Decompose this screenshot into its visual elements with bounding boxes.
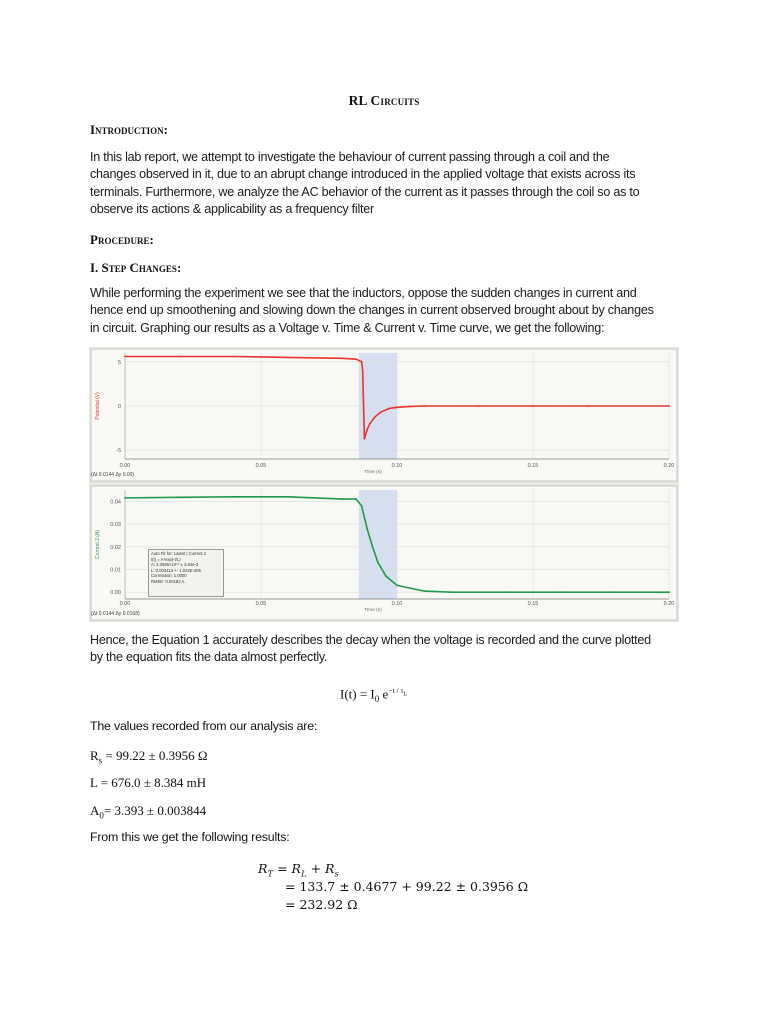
y-tick-label: -5 (116, 448, 121, 455)
data-point (505, 591, 507, 593)
a0-value: $A_0= 3.393 \pm 0.003844$ (90, 803, 207, 821)
data-point (614, 591, 616, 593)
data-point (287, 357, 289, 359)
step-line: in circuit. Graphing our results as a Voltage v. Time & Current v. Time curve, we get the following: (90, 320, 605, 335)
x-tick-label: 0.10 (391, 601, 403, 607)
x-tick-label: 0.10 (391, 463, 403, 469)
data-point (374, 416, 376, 418)
results-intro: From this we get the following results: (90, 830, 290, 844)
data-point (366, 429, 368, 431)
after-line: by the equation fits the data almost perfectly. (90, 650, 328, 665)
data-point (410, 406, 412, 408)
rs-value: $R_s = 99.22 \pm 0.3956$ Ω (90, 748, 208, 766)
curve-fit-box (148, 549, 224, 597)
after-line: Hence, the Equation 1 accurately describes the decay when the voltage is recorded and the curve plotted (90, 633, 651, 647)
x-tick-label: 0.00 (119, 463, 131, 469)
data-point (179, 356, 181, 358)
y-tick-label: 0.02 (110, 544, 121, 551)
data-point (532, 405, 534, 407)
procedure-heading: Procedure: (90, 232, 154, 247)
data-point (388, 408, 390, 410)
data-point (355, 358, 357, 360)
fit-line: I(t) = A*exp(-t/L) (151, 556, 181, 562)
data-point (423, 405, 425, 407)
readout-label: (Δt 0.0144 Δy 0.00) (91, 472, 135, 478)
y-tick-label: 0 (117, 404, 121, 410)
data-point (179, 496, 181, 498)
data-point (396, 406, 398, 408)
data-point (361, 361, 363, 363)
x-axis-label: Time (s) (364, 608, 382, 613)
y-tick-label: 0.00 (110, 590, 121, 597)
x-tick-label: 0.15 (527, 601, 539, 607)
intro-line: In this lab report, we attempt to investigate the behaviour of current passing through a coil and the (90, 150, 610, 164)
data-point (559, 591, 561, 593)
data-point (355, 498, 357, 500)
data-point (233, 356, 235, 358)
data-point (423, 590, 425, 592)
fit-line: RMSE: 0.00183 A (151, 578, 185, 584)
y-tick-label: 5 (117, 359, 121, 366)
x-tick-label: 0.20 (663, 463, 675, 469)
data-point (451, 591, 453, 593)
selection-region (359, 490, 397, 599)
fit-line: L: 0.003413 +- 1.022E-005 (151, 567, 201, 573)
data-point (124, 356, 126, 358)
y-tick-label: 0.04 (110, 499, 121, 506)
values-intro: The values recorded from our analysis are: (90, 719, 318, 733)
readout-label: (Δt 0.0144 Δy 0.0168) (91, 611, 140, 617)
data-point (668, 405, 670, 407)
data-point (478, 405, 480, 407)
y-tick-label: 0.03 (110, 522, 121, 529)
fit-line: Auto Fit for: Latest | Current 2 (151, 551, 207, 556)
intro-line: changes observed in it, due to an abrupt change introduced in the applied voltage that exists across its (90, 167, 636, 182)
data-point (124, 497, 126, 499)
rt-equation-line-1: $R_T = R_L + R_s$ (258, 861, 339, 880)
intro-line: observe its actions & applicability as a frequency filter (90, 202, 374, 217)
y-tick-label: 0.01 (110, 567, 121, 574)
rt-equation-line-3: = 232.92 Ω (285, 897, 358, 912)
data-point (377, 562, 379, 564)
x-tick-label: 0.15 (527, 463, 539, 469)
data-point (342, 498, 344, 500)
step-changes-heading: I. Step Changes: (90, 260, 182, 275)
decay-equation: $I(t) = I_0$ $e^{-t / \tau_L}$ (340, 686, 408, 704)
intro-line: terminals. Furthermore, we analyze the AC behavior of the current as it passes through the coil so as to (90, 184, 640, 199)
fit-line: A: 3.3936×10⁰⁰ ± 3.84e-3 (151, 562, 199, 568)
y-axis-label: Potential (V) (95, 392, 101, 420)
data-point (362, 370, 364, 372)
data-point (668, 591, 670, 593)
data-point (366, 528, 368, 530)
data-point (372, 546, 374, 548)
step-line: hence end up smoothening and slowing down the changes in current observed brought about by changes (90, 303, 654, 318)
after-graph-paragraph (90, 632, 680, 667)
step-changes-paragraph (90, 285, 680, 337)
fit-line: Correlation: 1.0000 (151, 573, 187, 579)
step-line: While performing the experiment we see that the inductors, oppose the sudden changes in current and (90, 286, 637, 300)
data-point (587, 405, 589, 407)
x-tick-label: 0.20 (663, 601, 675, 607)
x-tick-label: 0.05 (255, 463, 267, 469)
introduction-paragraph (90, 149, 680, 219)
data-point (396, 584, 398, 586)
y-axis-label: Current 2 (A) (95, 530, 101, 559)
x-tick-label: 0.05 (255, 601, 267, 607)
data-point (369, 423, 371, 425)
l-value: L = 676.0 ± 8.384 mH (90, 775, 207, 790)
x-tick-label: 0.00 (119, 601, 131, 607)
rt-equation-line-2: = 133.7 ± 0.4677 + 99.22 ± 0.3956 Ω (285, 879, 529, 894)
data-point (233, 496, 235, 498)
introduction-heading: Introduction: (90, 122, 168, 137)
data-point (361, 505, 363, 507)
x-axis-label: Time (s) (364, 470, 382, 475)
data-point (342, 357, 344, 359)
page-title: RL Circuits (348, 93, 420, 108)
data-point (287, 496, 289, 498)
data-point (380, 411, 382, 413)
data-point (385, 575, 387, 577)
data-point (363, 438, 365, 440)
